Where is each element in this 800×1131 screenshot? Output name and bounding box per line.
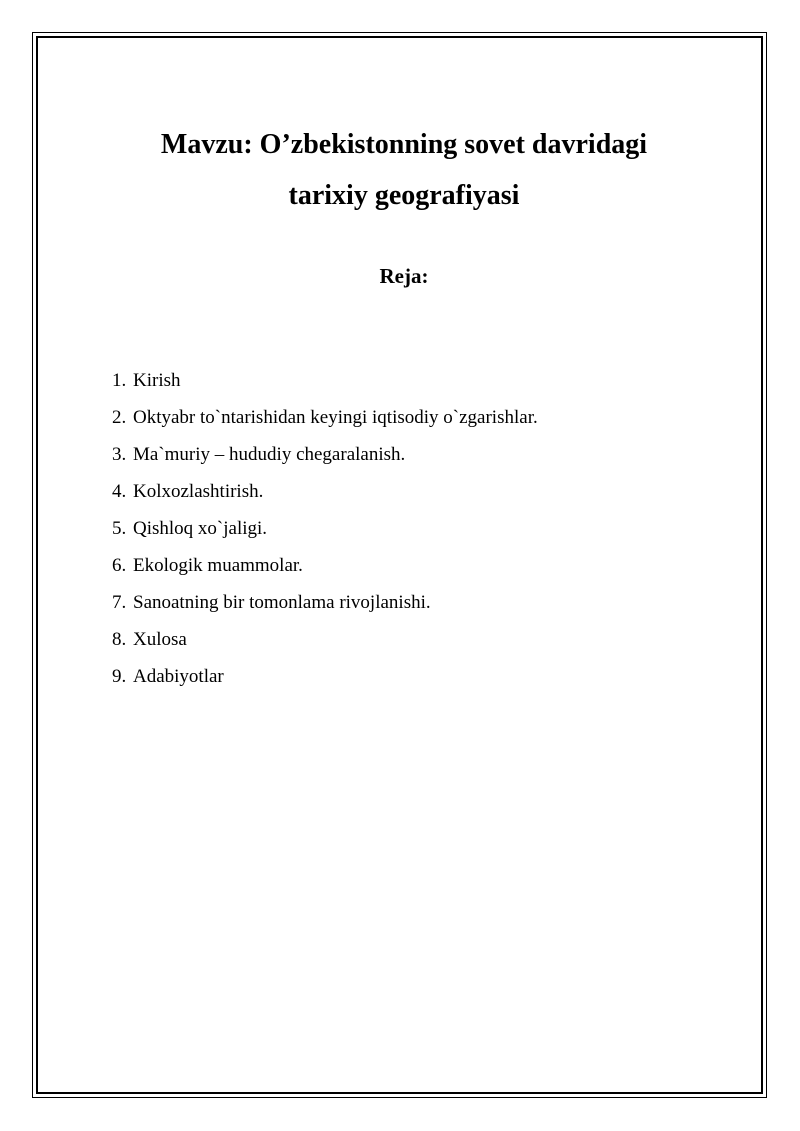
plan-item <box>112 662 538 699</box>
plan-item-text: Kirish <box>133 370 181 391</box>
plan-item <box>112 477 538 514</box>
plan-item-text: Oktyabr to`ntarishidan keyingi iqtisodiy o`zgarishlar. <box>133 407 538 428</box>
plan-item-text: Ma`muriy – hududiy chegaralanish. <box>133 444 406 465</box>
plan-item-number: 5. <box>112 518 127 539</box>
plan-item-text: Qishloq xo`jaligi. <box>133 518 268 539</box>
plan-list <box>112 366 538 699</box>
plan-heading: Reja: <box>379 264 429 288</box>
plan-item-text: Sanoatning bir tomonlama rivojlanishi. <box>133 592 431 613</box>
plan-item-text: Adabiyotlar <box>133 666 224 687</box>
plan-item-number: 6. <box>112 555 127 576</box>
plan-item-number: 9. <box>112 666 127 687</box>
plan-item-number: 4. <box>112 481 127 502</box>
plan-item <box>112 551 538 588</box>
page-title-line-1: Mavzu: O’zbekistonning sovet davridagi <box>160 129 648 160</box>
plan-item-number: 2. <box>112 407 127 428</box>
plan-item-number: 7. <box>112 592 127 613</box>
page-title-line-2: tarixiy geografiyasi <box>288 180 520 211</box>
plan-item-number: 8. <box>112 629 127 650</box>
plan-item <box>112 588 538 625</box>
plan-item-text: Kolxozlashtirish. <box>133 481 264 502</box>
plan-item-number: 3. <box>112 444 127 465</box>
plan-item <box>112 440 538 477</box>
plan-item <box>112 625 538 662</box>
plan-item-text: Xulosa <box>133 629 187 650</box>
plan-item-number: 1. <box>112 370 127 391</box>
plan-item <box>112 514 538 551</box>
plan-item <box>112 403 538 440</box>
plan-item-text: Ekologik muammolar. <box>133 555 303 576</box>
plan-item <box>112 366 538 403</box>
